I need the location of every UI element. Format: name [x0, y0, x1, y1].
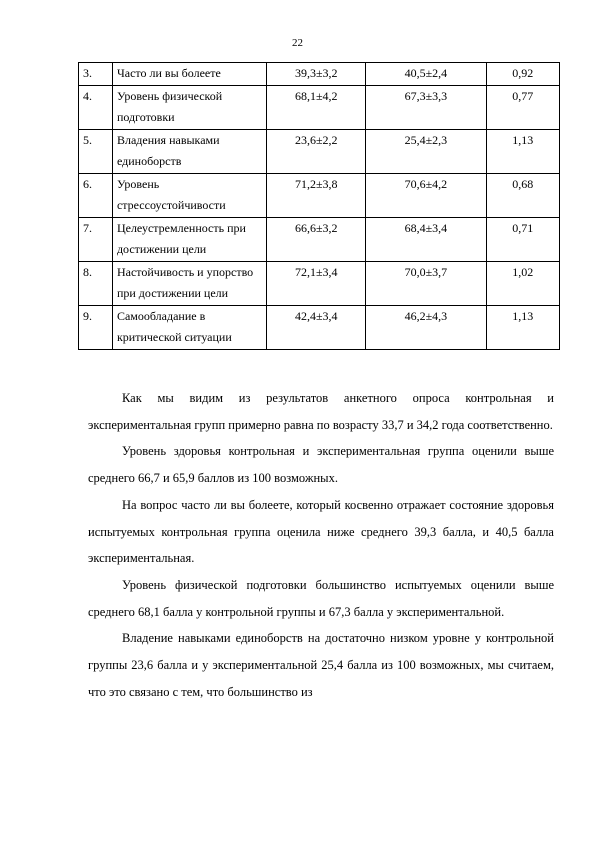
control-group-value: 42,4±3,4	[267, 305, 366, 349]
indicator-name: Настойчивость и упорство при достижении цели	[112, 261, 266, 305]
indicator-name: Уровень стрессоустойчивости	[112, 173, 266, 217]
paragraph: На вопрос часто ли вы болеете, который косвенно отражает состояние здоровья испытуемых контрольная группа оценила ниже среднего 39,3 балла, и 40,5 балла экспериментальная.	[88, 497, 554, 566]
row-number: 5.	[79, 129, 113, 173]
table-row	[79, 261, 560, 305]
significance-value: 0,92	[486, 63, 560, 86]
indicator-name: Уровень физической подготовки	[112, 85, 266, 129]
table-row	[79, 305, 560, 349]
experimental-group-value: 70,0±3,7	[366, 261, 486, 305]
experimental-group-value: 70,6±4,2	[366, 173, 486, 217]
indicator-name: Владения навыками единоборств	[112, 129, 266, 173]
experimental-group-value: 46,2±4,3	[366, 305, 486, 349]
experimental-group-value: 40,5±2,4	[366, 63, 486, 86]
indicator-name: Целеустремленность при достижении цели	[112, 217, 266, 261]
significance-value: 1,13	[486, 305, 560, 349]
control-group-value: 66,6±3,2	[267, 217, 366, 261]
paragraph: Как мы видим из результатов анкетного опроса контрольная и экспериментальная групп примерно равна по возрасту 33,7 и 34,2 года соответственно.	[88, 391, 554, 432]
row-number: 9.	[79, 305, 113, 349]
experimental-group-value: 67,3±3,3	[366, 85, 486, 129]
significance-value: 0,71	[486, 217, 560, 261]
body-text	[88, 385, 554, 705]
control-group-value: 71,2±3,8	[267, 173, 366, 217]
control-group-value: 23,6±2,2	[267, 129, 366, 173]
indicator-name: Часто ли вы болеете	[112, 63, 266, 86]
results-table	[78, 62, 560, 350]
row-number: 7.	[79, 217, 113, 261]
table-row	[79, 173, 560, 217]
table-row	[79, 217, 560, 261]
significance-value: 0,77	[486, 85, 560, 129]
indicator-name: Самообладание в критической ситуации	[112, 305, 266, 349]
row-number: 3.	[79, 63, 113, 86]
row-number: 8.	[79, 261, 113, 305]
paragraph: Уровень здоровья контрольная и экспериментальная группа оценили выше среднего 66,7 и 65,9 баллов из 100 возможных.	[88, 444, 554, 486]
paragraph: Владение навыками единоборств на достаточно низком уровне у контрольной группы 23,6 балла и у экспериментальной 25,4 балла из 100 возможных, мы считаем, что это связано с тем, что большинство из	[88, 631, 554, 699]
control-group-value: 39,3±3,2	[267, 63, 366, 86]
row-number: 6.	[79, 173, 113, 217]
significance-value: 1,13	[486, 129, 560, 173]
experimental-group-value: 68,4±3,4	[366, 217, 486, 261]
table-row	[79, 63, 560, 86]
significance-value: 0,68	[486, 173, 560, 217]
paragraph: Уровень физической подготовки большинство испытуемых оценили выше среднего 68,1 балла у контрольной группы и 67,3 балла у экспериментальной.	[88, 577, 554, 619]
table-row	[79, 85, 560, 129]
experimental-group-value: 25,4±2,3	[366, 129, 486, 173]
row-number: 4.	[79, 85, 113, 129]
table-row	[79, 129, 560, 173]
control-group-value: 68,1±4,2	[267, 85, 366, 129]
significance-value: 1,02	[486, 261, 560, 305]
control-group-value: 72,1±3,4	[267, 261, 366, 305]
page-number: 22	[292, 37, 303, 49]
